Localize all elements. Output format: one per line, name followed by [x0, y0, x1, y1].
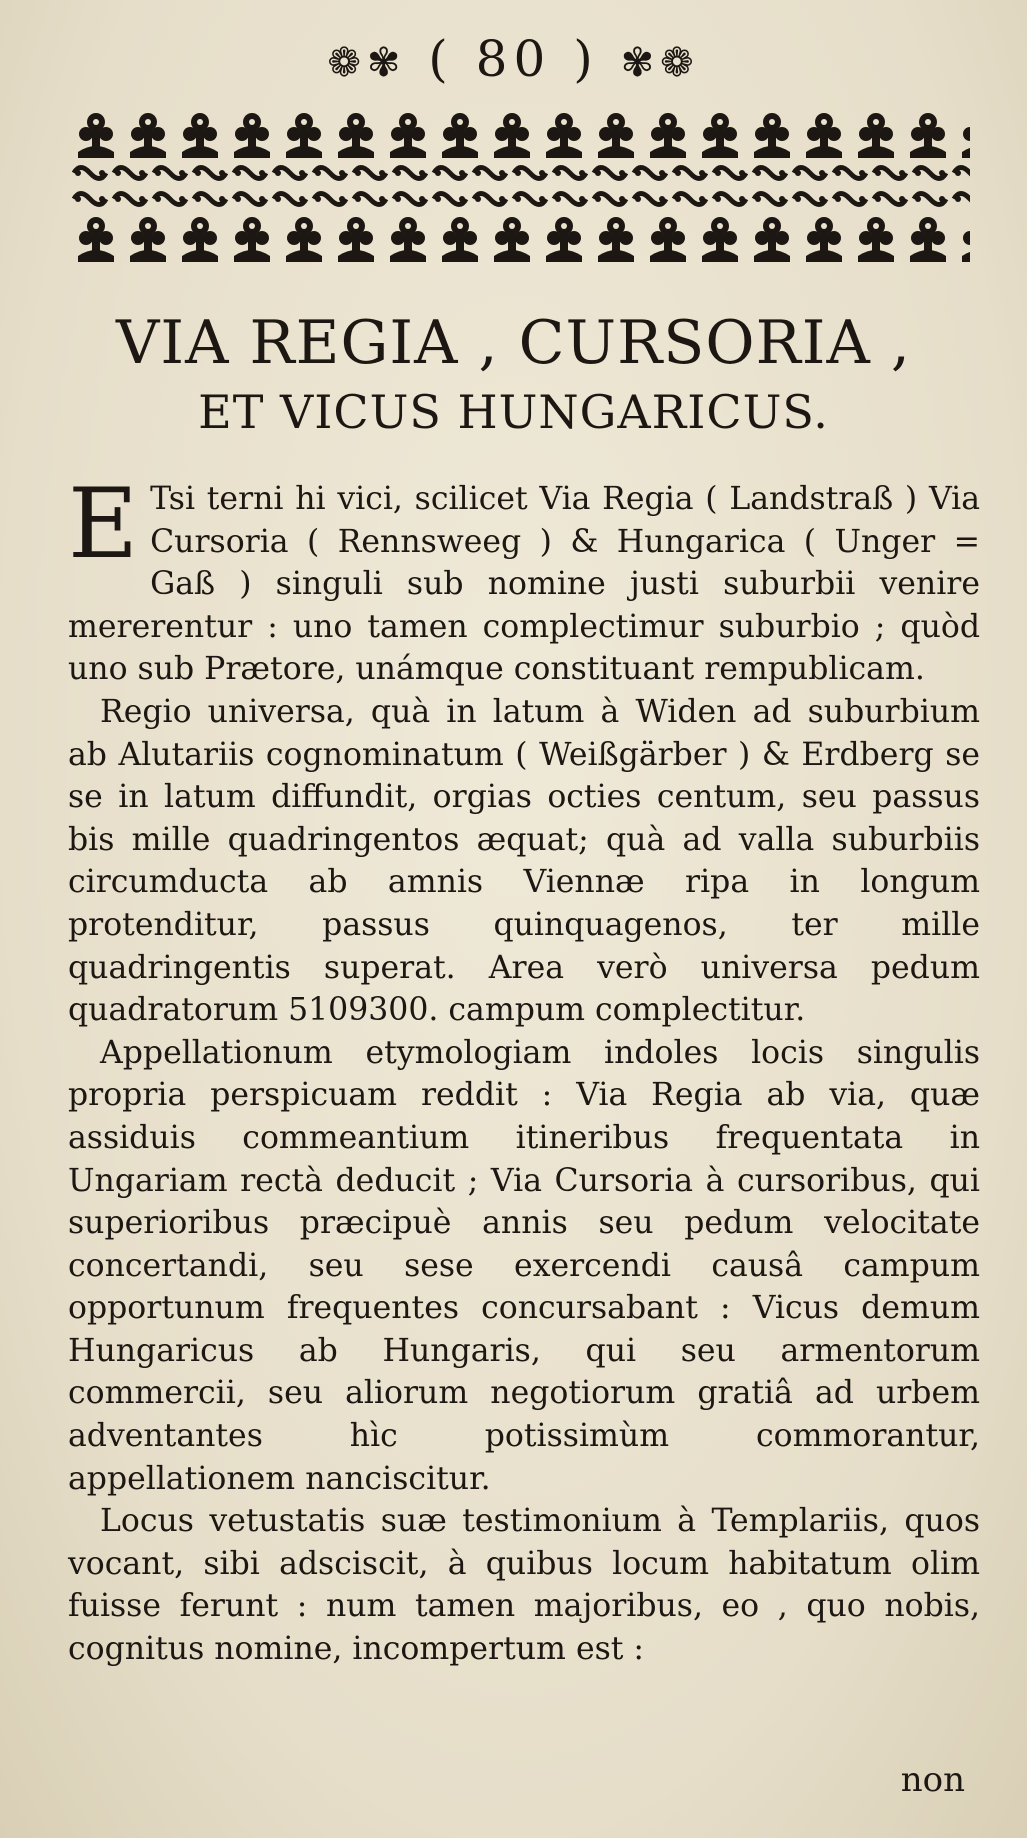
- page-header: [0, 30, 1027, 88]
- title-line-1: VIA REGIA , CURSORIA ,: [116, 308, 911, 378]
- catchword: non: [900, 1760, 965, 1800]
- right-ornament-icon: ✾❁: [620, 40, 700, 86]
- drop-capital: E: [68, 468, 139, 580]
- paragraph-1: [68, 468, 980, 691]
- paragraph-1-text: Tsi terni hi vici, scilicet Via Regia ( Landstraß ) Via Cursoria ( Rennsweeg ) & Hungarica ( Unger = Gaß ) singuli sub nomine justi suburbii venire mererentur : uno tamen complectimur suburbio ; quòd uno sub Prætore, unámque constituant rempublicam.: [68, 481, 980, 688]
- paragraph-2: Regio universa, quà in latum à Widen ad suburbium ab Alutariis cognominatum ( Weißgärber ) & Erdberg se se in latum diffundit, orgias octies centum, seu passus bis mille quadringentos æquat; quà ad valla suburbiis circumducta ab amnis Viennæ ripa in longum protenditur, passus quinquagenos, ter mille quadringentis superat. Area verò universa pedum quadratorum 5109300. campum complectitur.: [68, 693, 980, 1029]
- decorative-header-band: [70, 108, 970, 268]
- body-text: [68, 468, 980, 1671]
- left-ornament-icon: ❁✾: [327, 40, 407, 86]
- page-number: ( 80 ): [428, 30, 599, 88]
- paragraph-3: Appellationum etymologiam indoles locis singulis propria perspicuam reddit : Via Regia ab via, quæ assiduis commeantium itineribus frequentata in Ungariam rectà deducit ; Via Cursoria à cursoribus, qui superioribus præcipuè annis seu pedum velocitate concertandi, seu sese exercendi causâ campum opportunum frequentes concursabant : Vicus demum Hungaricus ab Hungaris, qui seu armentorum commercii, seu aliorum negotiorum gratiâ ad urbem adventantes hìc potissimùm commorantur, appellationem nanciscitur.: [68, 1034, 980, 1497]
- paragraph-4: Locus vetustatis suæ testimonium à Templariis, quos vocant, sibi adsciscit, à quibus locum habitatum olim fuisse ferunt : num tamen majoribus, eo , quo nobis, cognitus nomine, incompertum est :: [68, 1503, 980, 1668]
- title-line-2: ET VICUS HUNGARICUS.: [198, 385, 829, 439]
